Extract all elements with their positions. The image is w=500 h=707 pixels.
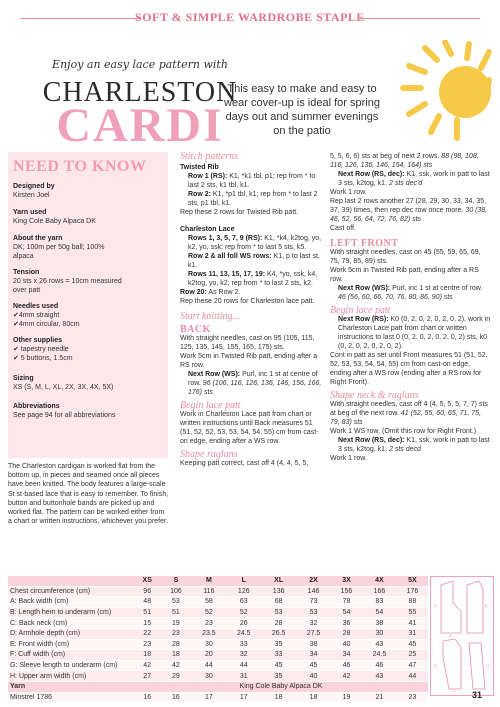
table-cell: 26.5: [261, 628, 296, 639]
table-cell: 30: [191, 639, 226, 650]
lf-continue: Cont in patt as set until Front measures 51 (51, 52, 52, 53, 53, 54, 54, 55) cm from cast-on edge, ending after a WS row (ending after a RS row for Right Front).: [330, 352, 488, 386]
yarn-label: Yarn used: [13, 209, 47, 216]
shape-neck-heading: Shape neck & raglans: [330, 390, 419, 401]
schematic-diagram: [430, 576, 494, 696]
tagline: Enjoy an easy lace pattern with: [52, 58, 228, 71]
table-cell: 51: [160, 607, 191, 618]
table-cell: 53: [261, 607, 296, 618]
table-cell: 19: [160, 618, 191, 629]
table-cell: 47: [397, 660, 428, 671]
table-cell: 48: [134, 597, 160, 608]
table-cell: 26: [226, 618, 261, 629]
yarn-label: Yarn: [8, 681, 134, 692]
table-row: [8, 607, 428, 618]
svg-text:E: E: [485, 603, 488, 608]
raglan-work-row: Work 1 row.: [330, 189, 367, 196]
row-label: B: Length hem to underarm (cm): [8, 607, 134, 618]
table-cell: 35: [261, 639, 296, 650]
needles-info: [13, 302, 165, 329]
table-cell: M: [191, 576, 226, 586]
table-row: [8, 671, 428, 682]
about-yarn-info: [13, 234, 165, 261]
table-cell: 33: [261, 650, 296, 661]
row-label: H: Upper arm width (cm): [8, 671, 134, 682]
row-label: D: Armhole depth (cm): [8, 628, 134, 639]
start-knitting-heading: Start knitting...: [180, 311, 240, 322]
tr-row2: Row 2: K1, *p1 tbl, k1; rep from * to last 2 sts, p1 tbl, k1.: [188, 191, 318, 207]
table-cell: 88: [397, 597, 428, 608]
sun-icon: [385, 40, 495, 150]
row-label: G: Sleeve length to underarm (cm): [8, 660, 134, 671]
lf-next-row: Next Row (WS): Purl, inc 1 st at centre of row. 46 (56, 60, 66, 70, 76, 80, 86, 90) sts: [338, 285, 483, 301]
cl-row20: Row 20: As Row 2.: [180, 289, 241, 296]
supplies-item-2: ✔ 5 buttons, 1.5cm: [13, 355, 73, 362]
table-cell: 34: [296, 650, 331, 661]
table-cell: 52: [191, 607, 226, 618]
need-to-know-heading: NEED TO KNOW: [13, 158, 147, 175]
about-value: DK; 100m per 50g ball; 100% alpaca: [13, 244, 105, 260]
table-cell: 24.5: [226, 628, 261, 639]
table-cell: 4X: [362, 576, 397, 586]
stitch-patterns-heading: Stitch patterns: [180, 151, 239, 162]
table-cell: 25: [397, 650, 428, 661]
row-label: E: Front width (cm): [8, 639, 134, 650]
supplies-item-1: ✔ tapestry needle: [13, 346, 69, 353]
abbr-value: See page 94 for all abbreviations: [13, 412, 116, 419]
table-cell: 5X: [397, 576, 428, 586]
tr-row1: Row 1 (RS): K1, *k1 tbl, p1; rep from * to last 2 sts, k1 tbl, k1.: [188, 173, 316, 189]
needles-label: Needles used: [13, 303, 59, 310]
svg-text:H: H: [486, 663, 489, 668]
table-cell: 22: [134, 628, 160, 639]
table-cell: 156: [331, 586, 362, 597]
table-cell: 54: [362, 607, 397, 618]
table-row: [8, 639, 428, 650]
table-cell: 18: [296, 692, 331, 703]
row-label: [8, 576, 134, 586]
table-cell: 53: [160, 597, 191, 608]
needles-item-1: ✔4mm straight: [13, 312, 60, 319]
table-cell: 31: [397, 628, 428, 639]
table-cell: 17: [226, 692, 261, 703]
about-label: About the yarn: [13, 235, 63, 242]
sizing-info: [13, 374, 165, 392]
table-cell: 15: [134, 618, 160, 629]
lf-lace-row: Next Row (RS): K0 (0, 2, 0, 2, 0, 2, 0, 2), work in Charleston Lace patt from chart or written instructions to last 0 (0, 2, 0, 2, 0, 2, 0, 2) sts, k0 (0, 2, 0, 2, 0, 2, 0, 2).: [338, 316, 491, 350]
table-cell: 20: [191, 650, 226, 661]
tension-info: [13, 268, 165, 295]
table-cell: 44: [226, 660, 261, 671]
table-cell: 18: [134, 650, 160, 661]
charleston-lace-heading: Charleston Lace: [180, 226, 235, 233]
table-cell: 28: [331, 628, 362, 639]
raglan-continue: 5, 5, 6, 6) sts at beg of next 2 rows. 88 (98, 108, 116, 126, 136, 146, 154, 164) sts: [330, 153, 479, 169]
cl-row2: Row 2 & all foll WS rows: K1, p to last st, k1.: [188, 253, 320, 269]
table-cell: 28: [160, 639, 191, 650]
lf-rib: Work 5cm in Twisted Rib patt, ending after a RS row.: [330, 267, 479, 283]
table-cell: 27: [134, 671, 160, 682]
table-cell: 68: [261, 597, 296, 608]
table-cell: 21: [362, 692, 397, 703]
cl-repeat: Rep these 20 rows for Charleston lace patt.: [180, 298, 315, 305]
back-rib: Work 5cm in Twisted Rib patt, ending after a RS row.: [180, 353, 318, 369]
table-cell: XL: [261, 576, 296, 586]
table-cell: 32: [226, 650, 261, 661]
needles-item-2: ✔4mm circular, 80cm: [13, 321, 80, 328]
supplies-label: Other supplies: [13, 337, 63, 344]
designed-value: Kirsten Joel: [13, 192, 50, 199]
tension-label: Tension: [13, 269, 40, 276]
abbreviations-info: [13, 402, 165, 420]
neck-ws-row: Work 1 WS row. (Omit this row for Right Front.): [330, 428, 477, 435]
table-cell: 166: [362, 586, 397, 597]
table-cell: 44: [191, 660, 226, 671]
table-cell: 18: [160, 650, 191, 661]
table-cell: 18: [261, 692, 296, 703]
table-cell: 43: [362, 671, 397, 682]
lf-lace-heading: Begin lace patt: [330, 305, 391, 316]
column-2: [180, 152, 326, 468]
page-number: 31: [472, 690, 483, 700]
abbr-label: Abbreviations: [13, 403, 60, 410]
table-cell: 38: [362, 618, 397, 629]
yarn-value: King Cole Baby Alpaca DK: [13, 218, 96, 225]
table-cell: 23: [191, 618, 226, 629]
table-cell: 33: [226, 639, 261, 650]
neck-dec-row: Next Row (RS, dec): K1, ssk, work in patt to last 3 sts, k2tog, k1. 2 sts decd: [338, 437, 490, 453]
table-cell: L: [226, 576, 261, 586]
table-cell: 42: [160, 660, 191, 671]
table-cell: 23: [160, 628, 191, 639]
left-front-heading: LEFT FRONT: [330, 238, 399, 249]
top-banner: [0, 6, 500, 30]
svg-text:F: F: [453, 689, 456, 694]
column-3: [330, 152, 492, 463]
row-label: F: Cuff width (cm): [8, 650, 134, 661]
table-cell: 52: [226, 607, 261, 618]
table-cell: 45: [296, 660, 331, 671]
cl-rows11: Rows 11, 13, 15, 17, 19: K4, *yo, ssk, k4, k2tog, yo, k2; rep from * to last 2 sts, k2.: [188, 271, 318, 287]
table-cell: 78: [331, 597, 362, 608]
table-cell: 83: [362, 597, 397, 608]
table-row: [8, 660, 428, 671]
lace-patt-text: Work in Charleston Lace patt from chart or written instructions until Back measures 51 (51, 52, 52, 53, 53, 54, 54, 55) cm from cast-on edge, ending after a WS row.: [180, 411, 319, 445]
table-cell: 54: [331, 607, 362, 618]
table-cell: 126: [226, 586, 261, 597]
table-cell: 46: [362, 660, 397, 671]
need-to-know-panel: [8, 152, 168, 458]
table-cell: 30: [191, 671, 226, 682]
title-charleston: CHARLESTON: [42, 77, 238, 108]
table-cell: 146: [296, 586, 331, 597]
neck-work-row: Work 1 row.: [330, 455, 367, 462]
table-cell: 43: [362, 639, 397, 650]
table-cell: 30: [362, 628, 397, 639]
table-cell: 27.5: [296, 628, 331, 639]
banner-text: SOFT & SIMPLE WARDROBE STAPLE: [135, 10, 365, 24]
table-cell: 38: [296, 639, 331, 650]
table-cell: 16: [134, 692, 160, 703]
table-cell: 51: [134, 607, 160, 618]
designer-info: [13, 182, 165, 200]
tension-value: 20 sts x 26 rows = 10cm measured over patt: [13, 278, 122, 294]
table-cell: 42: [134, 660, 160, 671]
back-next-row: Next Row (WS): Purl, inc 1 st at centre of row. 96 (106, 116, 126, 136, 146, 156, 166, 176) sts: [188, 371, 322, 396]
table-cell: S: [160, 576, 191, 586]
table-cell: 32: [296, 618, 331, 629]
shape-raglans-text: Keeping patt correct, cast off 4 (4, 4, 5, 5,: [180, 460, 309, 467]
table-cell: 36: [331, 618, 362, 629]
table-cell: 53: [296, 607, 331, 618]
size-table: [8, 576, 428, 703]
table-cell: 40: [296, 671, 331, 682]
yarn-row: [8, 681, 428, 692]
table-cell: 55: [397, 607, 428, 618]
table-cell: 176: [397, 586, 428, 597]
table-row: [8, 650, 428, 661]
table-cell: 44: [397, 671, 428, 682]
table-cell: 24.5: [362, 650, 397, 661]
lace-patt-heading: Begin lace patt: [180, 400, 241, 411]
table-cell: 23: [397, 692, 428, 703]
designed-label: Designed by: [13, 183, 55, 190]
table-cell: 23.5: [191, 628, 226, 639]
table-header-row: [8, 576, 428, 586]
table-cell: 23: [134, 639, 160, 650]
back-cast-off: Cast off.: [330, 225, 356, 232]
table-cell: 96: [134, 586, 160, 597]
table-cell: 106: [160, 586, 191, 597]
table-cell: 42: [331, 671, 362, 682]
sizing-label: Sizing: [13, 375, 34, 382]
table-cell: 2X: [296, 576, 331, 586]
yarn-info: [13, 208, 165, 226]
twisted-rib-heading: Twisted Rib: [180, 164, 219, 171]
table-cell: 45: [261, 660, 296, 671]
svg-text:A: A: [449, 633, 452, 638]
table-cell: 16: [160, 692, 191, 703]
table-cell: 73: [296, 597, 331, 608]
table-row: [8, 692, 428, 703]
table-cell: 19: [331, 692, 362, 703]
table-cell: 136: [261, 586, 296, 597]
raglan-dec-row: Next Row (RS, dec): K1, ssk, work in patt to last 3 sts, k2tog, k1. 2 sts dec'd: [338, 171, 490, 187]
sizing-value: XS (S, M, L, XL, 2X, 3X, 4X, 5X): [13, 384, 114, 391]
table-row: [8, 618, 428, 629]
cl-rows1: Rows 1, 3, 5, 7, 9 (RS): K1, *k4, k2tog, yo, k2, yo, ssk; rep from * to last 5 sts, k5.: [188, 235, 322, 251]
neck-castoff: With straight needles, cast off 4 (4, 5, 5, 5, 7, 7) sts at beg of the next row. 41 (52, 55, 60, 65, 71, 75, 79, 83) sts: [330, 401, 488, 426]
table-row: [8, 628, 428, 639]
raglan-repeat: Rep last 2 rows another 27 (28, 29, 30, 33, 34, 35, 37, 39) times, then rep dec row once more. 30 (38, 46, 52, 56, 64, 72, 76, 82) sts: [330, 198, 488, 223]
title-cardi: CARDI: [56, 99, 224, 152]
svg-text:D: D: [434, 603, 437, 608]
svg-text:G: G: [434, 663, 438, 668]
table-cell: 17: [191, 692, 226, 703]
row-label: C: Back neck (cm): [8, 618, 134, 629]
body-intro-paragraph: The Charleston cardigan is worked flat from the bottom up, in pieces and seamed once all pieces have been knitted. The body features a large-scale St st-based lace that is easy to remember. To finish, button and buttonhole bands are picked up and worked flat. The pattern can be worked either from a chart or written instructions, whichever you prefer.: [8, 463, 169, 526]
table-cell: 41: [397, 618, 428, 629]
shape-raglans-heading: Shape raglans: [180, 449, 238, 460]
back-castoff: With straight needles, cast on 95 (105, 115, 125, 135, 145, 155, 165, 175) sts.: [180, 335, 315, 351]
table-cell: 40: [331, 639, 362, 650]
table-row: [8, 597, 428, 608]
table-row: [8, 586, 428, 597]
table-cell: 63: [226, 597, 261, 608]
row-label: Chest circumference (cm): [8, 586, 134, 597]
table-cell: 58: [191, 597, 226, 608]
table-cell: 35: [261, 671, 296, 682]
table-cell: 28: [261, 618, 296, 629]
lf-cast-on: With straight needles, cast on 45 (55, 59, 65, 69, 75, 79, 85, 89) sts.: [330, 249, 481, 265]
table-cell: 34: [331, 650, 362, 661]
table-cell: 46: [331, 660, 362, 671]
table-cell: 45: [397, 639, 428, 650]
yarn-value: King Cole Baby Alpaca DK: [134, 681, 428, 692]
table-cell: 116: [191, 586, 226, 597]
table-cell: XS: [134, 576, 160, 586]
table-cell: 31: [226, 671, 261, 682]
tr-repeat: Rep these 2 rows for Twisted Rib patt.: [180, 209, 299, 216]
supplies-info: [13, 336, 165, 363]
table-cell: 29: [160, 671, 191, 682]
row-label: A: Back width (cm): [8, 597, 134, 608]
intro-text: This easy to make and easy to wear cover-up is ideal for spring days out and summer evenings on the patio: [224, 83, 380, 137]
row-label: Minstrel 1786: [8, 692, 134, 703]
back-heading: BACK: [180, 324, 211, 335]
table-cell: 3X: [331, 576, 362, 586]
